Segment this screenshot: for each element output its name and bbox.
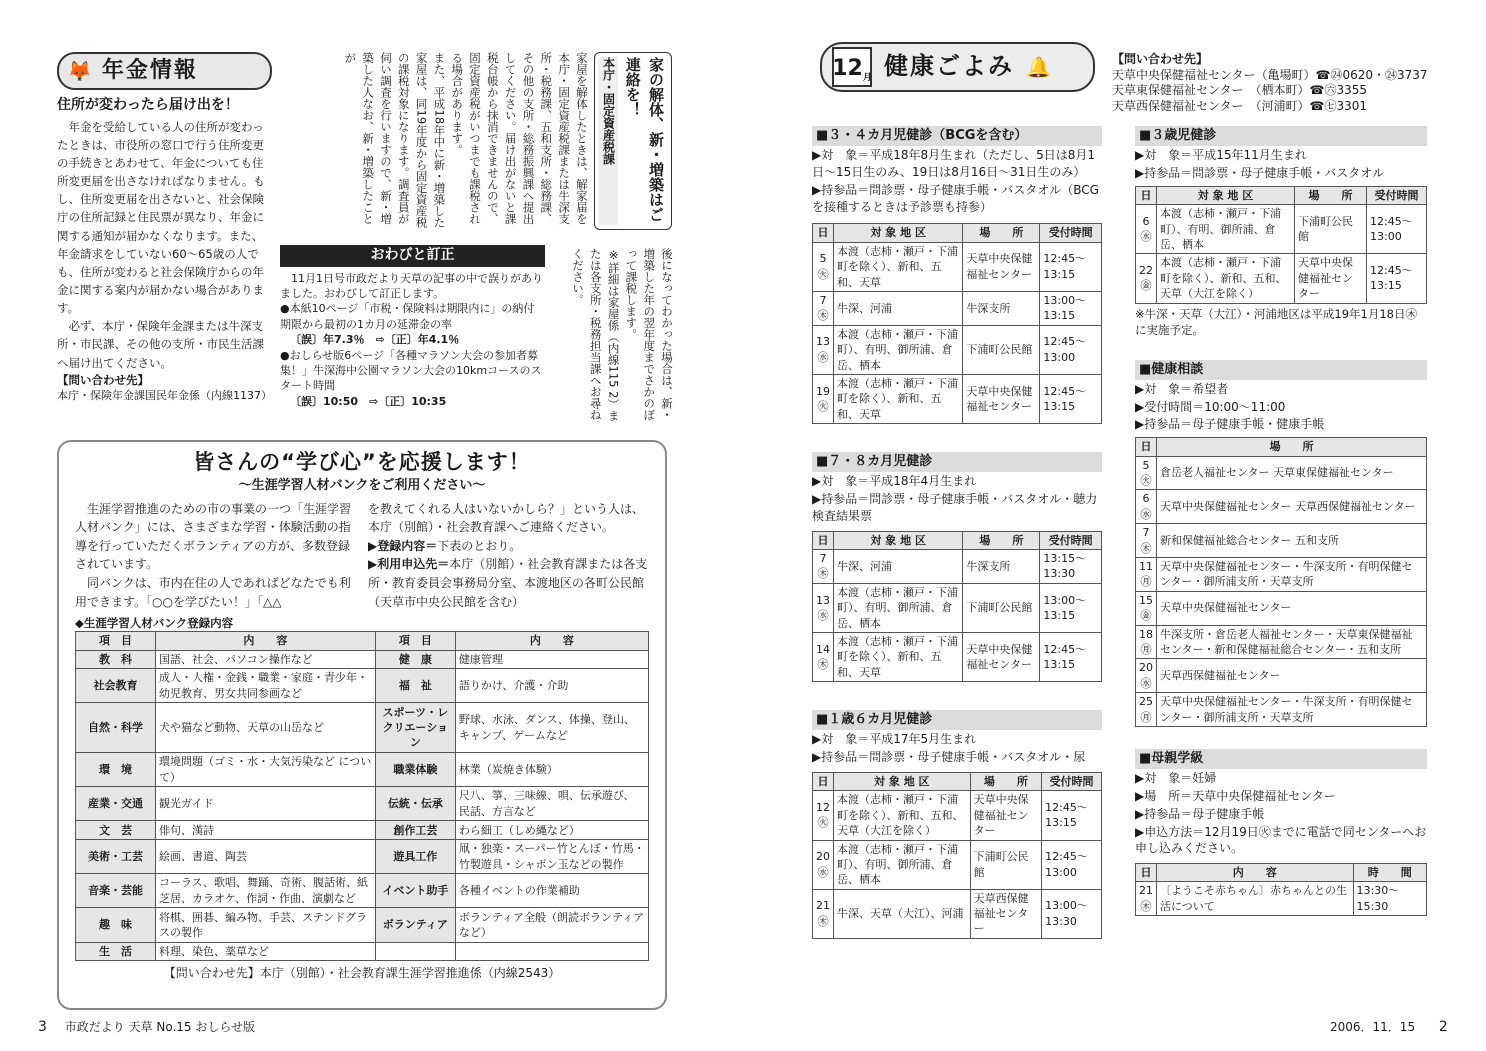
table-cell: 13㊌ xyxy=(813,583,834,632)
calendar-icon: 12 月 xyxy=(832,47,872,87)
table-cell: 本渡（志柿・瀬戸・下浦町を除く）、新和、五和、天草 xyxy=(834,242,963,291)
table-header: 受付時間 xyxy=(1367,186,1427,204)
correction-section xyxy=(280,245,545,420)
c16-table xyxy=(812,772,1102,939)
table-cell: 13:00〜13:15 xyxy=(1040,583,1102,632)
learning-body-left: 生涯学習推進のための市の事業の一つ「生涯学習人材バンク」には、さまざまな学習・体験活動の指導を行っていただくボランティアの方が、多数登録されています。 同バンクは、市内在住の人であればどなたでも利用できます。「○○を学びたい！」「△△ xyxy=(75,501,352,609)
c78-title: ■７・８カ月児健診 xyxy=(812,452,1102,472)
c3-title: ■３歳児健診 xyxy=(1135,126,1427,146)
table-cell: 12㊋ xyxy=(813,791,834,840)
table-row xyxy=(813,840,1102,889)
pension-contact-label: 【問い合わせ先】 xyxy=(57,372,149,387)
table-header: 項 目 xyxy=(375,632,455,650)
table-header: 対 象 地 区 xyxy=(1157,186,1295,204)
table-cell: 観光ガイド xyxy=(156,787,376,821)
table-cell: 22㊎ xyxy=(1136,254,1157,303)
table-row xyxy=(813,889,1102,938)
table-cell: 本渡（志柿・瀬戸・下浦町）、有明、御所浦、倉岳、栖本 xyxy=(834,325,963,374)
table-cell: 教 科 xyxy=(76,650,156,669)
table-cell: 生 活 xyxy=(76,942,156,961)
property-section xyxy=(280,52,672,237)
table-row xyxy=(1136,456,1427,490)
table-cell: 天草中央保健福祉センター・牛深支所・有明保健センター・御所浦支所・天草支所 xyxy=(1157,558,1427,592)
table-cell: 福 祉 xyxy=(375,669,455,703)
pension-title-banner xyxy=(57,52,272,90)
correction-item1-fix: 〔誤〕年7.3％ ⇨〔正〕年4.1％ xyxy=(290,333,460,347)
table-cell: 20㊌ xyxy=(1136,659,1157,693)
table-cell: 牛深支所 xyxy=(963,550,1040,584)
table-cell: 本渡（志柿・瀬戸・下浦町を除く）、新和、五和、天草（大江を除く） xyxy=(1157,254,1295,303)
learning-apply: 本庁（別館）・社会教育課または各支所・教育委員会事務局分室、本渡地区の各町公民館（天草市中央公民館を含む） xyxy=(368,557,648,609)
table-cell: 天草西保健福祉センター xyxy=(970,889,1042,938)
table-cell: 13:00〜13:15 xyxy=(1040,291,1102,325)
table-cell: 本渡（志柿・瀬戸・下浦町を除く）、新和、五和、天草 xyxy=(834,374,963,423)
health-contacts: 【問い合わせ先】 天草中央保健福祉センター（亀場町）☎㉔0620・㉔3737 天草東保健福祉センター （栖本町）☎㊅3355 天草西保健福祉センター （河浦町）☎㊆3301 xyxy=(1112,52,1428,113)
table-cell: 牛深、天草（大江）、河浦 xyxy=(834,889,971,938)
table-row xyxy=(1136,558,1427,592)
table-cell: 6㊌ xyxy=(1136,490,1157,524)
table-cell: 産業・交通 xyxy=(76,787,156,821)
table-cell: 20㊌ xyxy=(813,840,834,889)
table-cell: 下浦町公民館 xyxy=(1295,205,1367,254)
table-cell: 創作工芸 xyxy=(375,821,455,840)
table-cell: 下浦町公民館 xyxy=(963,325,1040,374)
table-header: 時 間 xyxy=(1353,864,1426,882)
table-cell: 天草中央保健福祉センター xyxy=(1157,591,1427,625)
table-header: 内 容 xyxy=(1157,864,1354,882)
learning-reg-label: ▶登録内容＝ xyxy=(368,538,438,553)
table-cell: 本渡（志柿・瀬戸・下浦町）、有明、御所浦、倉岳、栖本 xyxy=(834,840,971,889)
table-row xyxy=(76,650,649,669)
correction-title: おわびと訂正 xyxy=(280,245,545,267)
health-col1: ■３・４カ月児健診（BCGを含む） ▶対 象＝平成18年8月生まれ（ただし、5日は8月1日〜15日生のみ、19日は8月16日〜31日生のみ） ▶持参品＝問診票・母子健康手帳・バスタオル（BCGを接種するときは予診票も持参） 日 対 象 地 区 場 所 受付時間 5㊋ 本渡（志柿・瀬戸・下浦町を除く）、新和、五和、天草 天草中央保健福祉センター 12:45〜13:15 7㊍ 牛深、河浦 牛深支所 13:00〜13:15 13㊌ 本渡（志柿・瀬戸・下浦町）、有明、御所浦、倉岳、栖本 下浦町公民館 12:45〜13:00 19㊋ 本渡（志柿・瀬戸・下浦町を除く）、新和、五和、天草 天草中央保健福祉センター 12:45〜13:15 ■７・８カ月児健診 ▶対 象＝平成18年4月生まれ ▶持参品＝問診票・母子健康手帳・バスタオル・聴力検査結果票 日 対 象 地 区 場 所 受付時間 7㊍ 牛深、河浦 牛深支所 13:15〜13:30 13㊌ 本渡（志柿・瀬戸・下浦町）、有明、御所浦、倉岳、栖本 下浦町公民館 13:00〜13:15 14㊍ 本渡（志柿・瀬戸・下浦町を除く）、新和、五和、天草 天草中央保健福祉センター 12:45〜13:15 ■１歳６カ月児健診 ▶対 象＝平成17年5月生まれ ▶持参品＝問診票・母子健康手帳・バスタオル・尿 日 対 象 地 区 場 所 受付時間 12㊋ 本渡（志柿・瀬戸・下浦町を除く）、新和、五和、天草（大江を除く） 天草中央保健福祉センター 12:45〜13:15 20㊌ 本渡（志柿・瀬戸・下浦町）、有明、御所浦、倉岳、栖本 下浦町公民館 12:45〜13:00 21㊍ 牛深、天草（大江）、河浦 天草西保健福祉センター 13:00〜13:30 xyxy=(812,126,1102,939)
learning-section xyxy=(57,440,667,1010)
pension-subtitle: 住所が変わったら届け出を！ xyxy=(57,97,239,113)
property-title: 家の解体、新・増築はご連絡を！ xyxy=(623,57,665,222)
table-row xyxy=(813,583,1102,632)
table-cell: 本渡（志柿・瀬戸・下浦町を除く）、新和、五和、天草（大江を除く） xyxy=(834,791,971,840)
footer-left: 3 市政だより 天草 No.15 おしらせ版 xyxy=(38,1019,256,1035)
property-dept: 本庁・固定資産税課 xyxy=(599,57,618,225)
table-header: 場 所 xyxy=(970,772,1042,790)
table-cell: 25㊊ xyxy=(1136,693,1157,727)
learning-contact: 【問い合わせ先】本庁（別館）・社会教育課生涯学習推進係（内線2543） xyxy=(163,966,561,981)
table-cell: 5㊋ xyxy=(1136,456,1157,490)
learning-apply-label: ▶利用申込先＝ xyxy=(368,557,450,572)
c78-table xyxy=(812,531,1102,683)
table-cell: 俳句、漢詩 xyxy=(156,821,376,840)
table-cell: 15㊎ xyxy=(1136,591,1157,625)
table-cell: 牛深、河浦 xyxy=(834,550,963,584)
table-cell: 牛深支所 xyxy=(963,291,1040,325)
table-cell: 13:00〜13:30 xyxy=(1042,889,1102,938)
table-cell: 国語、社会、パソコン操作など xyxy=(156,650,376,669)
table-cell: 音楽・芸能 xyxy=(76,874,156,908)
table-cell: 各種イベントの作業補助 xyxy=(455,874,648,908)
table-row xyxy=(1136,591,1427,625)
table-header: 日 xyxy=(813,772,834,790)
correction-item1: ●本紙10ページ「市税・保険料は期限内に」の納付期限から最初の1カ月の延滞金の率 xyxy=(280,302,535,331)
table-cell: 7㊍ xyxy=(813,550,834,584)
table-row xyxy=(813,550,1102,584)
footer-right: 2006．11．15 2 xyxy=(1330,1019,1448,1035)
table-cell: 11㊊ xyxy=(1136,558,1157,592)
table-cell: 18㊊ xyxy=(1136,625,1157,659)
property-body-continued: 後になってわかった場合は、新・増築した年の翌年度までさかのぼって課税します。 ※詳細は家屋係（内線115 2）または各支所・税務担当課へお尋ねください。 xyxy=(570,248,674,422)
table-header: 日 xyxy=(1136,186,1157,204)
table-row xyxy=(76,787,649,821)
table-cell: 環 境 xyxy=(76,753,156,787)
table-row xyxy=(813,791,1102,840)
table-row xyxy=(1136,659,1427,693)
table-cell: 天草中央保健福祉センター xyxy=(970,791,1042,840)
correction-item2-fix: 〔誤〕10:50 ⇨〔正〕10:35 xyxy=(290,394,447,408)
table-cell: 12:45〜13:15 xyxy=(1042,791,1102,840)
table-cell: 5㊋ xyxy=(813,242,834,291)
table-cell: 趣 味 xyxy=(76,908,156,942)
table-row xyxy=(76,753,649,787)
table-row xyxy=(1136,693,1427,727)
table-cell: 14㊍ xyxy=(813,632,834,681)
table-row xyxy=(813,325,1102,374)
correction-item2: ●おしらせ版6ページ「各種マラソン大会の参加者募集！」牛深海中公園マラソン大会の10kmコースのスタート時間 xyxy=(280,348,542,393)
table-header: 日 xyxy=(1136,864,1157,882)
table-cell: 本渡（志柿・瀬戸・下浦町）、有明、御所浦、倉岳、栖本 xyxy=(1157,205,1295,254)
learning-reg: 下表のとおり。 xyxy=(437,538,522,553)
table-cell: 健 康 xyxy=(375,650,455,669)
table-cell: 本渡（志柿・瀬戸・下浦町を除く）、新和、五和、天草 xyxy=(834,632,963,681)
mother-title: ■母親学級 xyxy=(1135,749,1427,769)
table-cell: スポーツ・レクリエーション xyxy=(375,703,455,753)
table-header: 受付時間 xyxy=(1040,224,1102,242)
table-row xyxy=(76,942,649,961)
table-cell: 職業体験 xyxy=(375,753,455,787)
table-row xyxy=(76,703,649,753)
table-row xyxy=(813,374,1102,423)
consult-title: ■健康相談 xyxy=(1135,360,1427,380)
table-header: 内 容 xyxy=(455,632,648,650)
pension-body: 年金を受給している人の住所が変わったときは、市役所の窓口で行う住所変更の手続きとあわせて、年金についても住所変更届を出さなければなりません。もし、住所変更届を出さないと、社会保険庁の住所記録と住民票が異なり、年金に関する通知が届かなくなります。また、年金請求をしていない60〜65歳の人でも、住所が変わると社会保険庁からの年金に関する案内が届かない場合があります。 必ず、本庁・保険年金課または牛深支所・市民課、その他の支所・市民生活課へ届け出てください。 xyxy=(57,119,265,370)
table-cell: 料理、染色、薬草など xyxy=(156,942,376,961)
table-row xyxy=(76,874,649,908)
learning-title: 皆さんの“学び心”を応援します！ xyxy=(193,450,531,474)
table-header: 場 所 xyxy=(1157,438,1427,456)
property-title-box xyxy=(594,52,672,230)
table-header: 日 xyxy=(1136,438,1157,456)
fox-mascot-icon: 🦊 xyxy=(67,59,92,83)
table-row xyxy=(1136,882,1427,916)
health-col2: ■３歳児健診 ▶対 象＝平成15年11月生まれ ▶持参品＝問診票・母子健康手帳・バスタオル 日 対 象 地 区 場 所 受付時間 6㊌ 本渡（志柿・瀬戸・下浦町）、有明、御所浦、倉岳、栖本 下浦町公民館 12:45〜13:00 22㊎ 本渡（志柿・瀬戸・下浦町を除く）、新和、五和、天草（大江を除く） 天草中央保健福祉センター 12:45〜13:15 ※牛深・天草（大江）・河浦地区は平成19年1月18日㊍に実施予定。 ■健康相談 ▶対 象＝希望者 ▶受付時間＝10:00〜11:00 ▶持参品＝母子健康手帳・健康手帳 日 場 所 5㊋ 倉岳老人福祉センター 天草東保健福祉センター 6㊌ 天草中央保健福祉センター 天草西保健福祉センター 7㊍ 新和保健福祉総合センター 五和支所 11㊊ 天草中央保健福祉センター・牛深支所・有明保健センター・御所浦支所・天草支所 15㊎ 天草中央保健福祉センター 18㊊ 牛深支所・倉岳老人福祉センター・天草東保健福祉センター・新和保健福祉総合センター・五和支所 20㊌ 天草西保健福祉センター 25㊊ 天草中央保健福祉センター・牛深支所・有明保健センター・御所浦支所・天草支所 ■母親学級 ▶対 象＝妊婦 ▶場 所＝天草中央保健福祉センター ▶持参品＝母子健康手帳 ▶申込方法＝12月19日㊋までに電話で同センターへお申し込みください。 日 内 容 時 間 21㊍ 〔ようこそ赤ちゃん〕赤ちゃんとの生活について 13:30〜15:30 xyxy=(1135,126,1427,916)
table-cell: 自然・科学 xyxy=(76,703,156,753)
health-banner xyxy=(820,42,1095,92)
table-cell: 天草中央保健福祉センター xyxy=(963,374,1040,423)
table-cell: 文 芸 xyxy=(76,821,156,840)
table-cell: 12:45〜13:00 xyxy=(1042,840,1102,889)
table-header: 場 所 xyxy=(963,224,1040,242)
table-cell xyxy=(375,942,455,961)
table-row xyxy=(1136,625,1427,659)
table-header: 受付時間 xyxy=(1040,531,1102,549)
table-cell: 13:15〜13:30 xyxy=(1040,550,1102,584)
pension-contact: 本庁・保険年金課国民年金係（内線1137） xyxy=(57,388,272,402)
c34-title: ■３・４カ月児健診（BCGを含む） xyxy=(812,126,1102,146)
table-header: 対 象 地 区 xyxy=(834,224,963,242)
bell-icon: 🔔 xyxy=(1026,55,1051,79)
mother-table xyxy=(1135,863,1427,916)
table-cell: わら細工（しめ縄など） xyxy=(455,821,648,840)
table-cell: 美術・工芸 xyxy=(76,840,156,874)
table-header: 対 象 地 区 xyxy=(834,531,963,549)
table-cell: 下浦町公民館 xyxy=(963,583,1040,632)
table-cell: 12:45〜13:00 xyxy=(1040,325,1102,374)
table-cell: 野球、水泳、ダンス、体操、登山、キャンプ、ゲームなど xyxy=(455,703,648,753)
table-cell: 新和保健福祉総合センター 五和支所 xyxy=(1157,524,1427,558)
table-cell: 12:45〜13:15 xyxy=(1040,632,1102,681)
table-row xyxy=(1136,524,1427,558)
table-row xyxy=(813,632,1102,681)
table-cell: 倉岳老人福祉センター 天草東保健福祉センター xyxy=(1157,456,1427,490)
table-cell: 社会教育 xyxy=(76,669,156,703)
table-header: 日 xyxy=(813,224,834,242)
table-header: 日 xyxy=(813,531,834,549)
correction-intro: 11月1日号市政だより天草の記事の中で誤りがありました。おわびして訂正します。 xyxy=(280,271,543,300)
table-cell: 牛深、河浦 xyxy=(834,291,963,325)
table-cell: 21㊍ xyxy=(813,889,834,938)
table-cell xyxy=(455,942,648,961)
table-row xyxy=(1136,490,1427,524)
table-header: 場 所 xyxy=(963,531,1040,549)
table-cell: 12:45〜13:15 xyxy=(1367,254,1427,303)
table-cell: 7㊍ xyxy=(1136,524,1157,558)
table-cell: ボランティア xyxy=(375,908,455,942)
table-row xyxy=(1136,205,1427,254)
learning-table xyxy=(75,631,649,961)
table-header: 場 所 xyxy=(1295,186,1367,204)
table-cell: 13:30〜15:30 xyxy=(1353,882,1426,916)
table-cell: 天草中央保健福祉センター 天草西保健福祉センター xyxy=(1157,490,1427,524)
learning-subtitle: 〜生涯学習人材バンクをご利用ください〜 xyxy=(238,478,486,494)
c16-title: ■１歳６カ月児健診 xyxy=(812,710,1102,730)
table-cell: 下浦町公民館 xyxy=(970,840,1042,889)
table-cell: 21㊍ xyxy=(1136,882,1157,916)
table-cell: 天草中央保健福祉センター・牛深支所・有明保健センター・御所浦支所・天草支所 xyxy=(1157,693,1427,727)
table-cell: 伝統・伝承 xyxy=(375,787,455,821)
learning-table-title: ◆生涯学習人材バンク登録内容 xyxy=(75,616,234,631)
table-row xyxy=(76,840,649,874)
table-row xyxy=(813,291,1102,325)
table-cell: 天草西保健福祉センター xyxy=(1157,659,1427,693)
table-cell: 〔ようこそ赤ちゃん〕赤ちゃんとの生活について xyxy=(1157,882,1354,916)
table-cell: 天草中央保健福祉センター xyxy=(963,242,1040,291)
c34-table xyxy=(812,223,1102,424)
table-cell: 絵画、書道、陶芸 xyxy=(156,840,376,874)
table-cell: イベント助手 xyxy=(375,874,455,908)
table-cell: 12:45〜13:00 xyxy=(1367,205,1427,254)
table-cell: 遊具工作 xyxy=(375,840,455,874)
property-body: 家屋を解体したときは、解家届を本庁・固定資産税課または牛深支所・税務課、五和支所・総務課、その他の支所・総務振興課へ提出してください。届け出がないと課税台帳から抹消できませんので、固定資産税がいつまでも課税される場合があります。 また、平成18年中に新・増築した家屋は、同19年度から固定資産税の課税対象になります。調査員が伺い調査を行いますので、新・増築した人なお、新・増築したことが xyxy=(343,52,589,228)
table-cell: 成人・人権・金銭・職業・家庭・青少年・幼児教育、男女共同参画など xyxy=(156,669,376,703)
table-header: 項 目 xyxy=(76,632,156,650)
table-header: 対 象 地 区 xyxy=(834,772,971,790)
table-cell: コーラス、歌唱、舞踊、奇術、腹話術、紙芝居、カラオケ、作詞・作曲、演劇など xyxy=(156,874,376,908)
table-cell: 天草中央保健福祉センター xyxy=(1295,254,1367,303)
table-cell: 牛深支所・倉岳老人福祉センター・天草東保健福祉センター・新和保健福祉総合センター・五和支所 xyxy=(1157,625,1427,659)
learning-body-right: を教えてくれる人はいないかしら？」という人は、本庁（別館）・社会教育課へご連絡ください。 xyxy=(368,501,645,535)
table-cell: 6㊌ xyxy=(1136,205,1157,254)
table-row xyxy=(813,242,1102,291)
table-cell: 健康管理 xyxy=(455,650,648,669)
table-cell: 林業（炭焼き体験） xyxy=(455,753,648,787)
c3-table xyxy=(1135,186,1427,304)
table-cell: 犬や猫など動物、天草の山岳など xyxy=(156,703,376,753)
table-header: 内 容 xyxy=(156,632,376,650)
table-cell: 7㊍ xyxy=(813,291,834,325)
table-cell: 将棋、囲碁、編み物、手芸、ステンドグラスの製作 xyxy=(156,908,376,942)
health-title: 健康ごよみ xyxy=(884,52,1014,81)
table-cell: 本渡（志柿・瀬戸・下浦町）、有明、御所浦、倉岳、栖本 xyxy=(834,583,963,632)
pension-title: 年金情報 xyxy=(101,57,198,83)
table-cell: ボランティア全般（朗読ボランティアなど） xyxy=(455,908,648,942)
table-cell: 天草中央保健福祉センター xyxy=(963,632,1040,681)
table-cell: 13㊌ xyxy=(813,325,834,374)
table-row xyxy=(1136,254,1427,303)
table-cell: 環境問題（ゴミ・水・大気汚染など について） xyxy=(156,753,376,787)
table-header: 受付時間 xyxy=(1042,772,1102,790)
pension-section xyxy=(57,52,272,420)
table-row xyxy=(76,669,649,703)
table-cell: 12:45〜13:15 xyxy=(1040,242,1102,291)
table-cell: 19㊋ xyxy=(813,374,834,423)
table-row xyxy=(76,821,649,840)
table-cell: 12:45〜13:15 xyxy=(1040,374,1102,423)
table-row xyxy=(76,908,649,942)
table-cell: 凧・独楽・スーパー竹とんぼ・竹馬・竹製遊具・シャボン玉などの製作 xyxy=(455,840,648,874)
table-cell: 語りかけ、介護・介助 xyxy=(455,669,648,703)
consult-table xyxy=(1135,437,1427,727)
table-cell: 尺八、箏、三味線、唄、伝承遊び、民話、方言など xyxy=(455,787,648,821)
